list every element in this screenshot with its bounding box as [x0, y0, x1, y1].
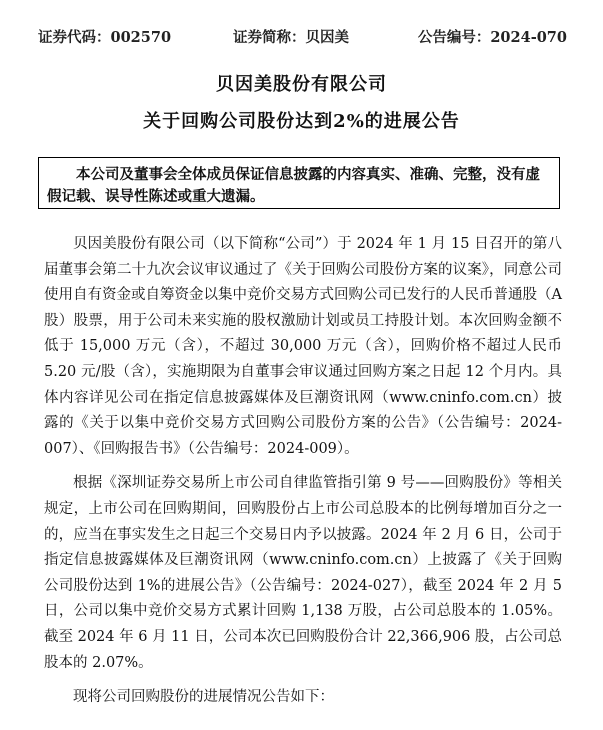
paragraph-1: 贝因美股份有限公司（以下简称“公司”）于 2024 年 1 月 15 日召开的第八届董事会第二十九次会议审议通过了《关于回购公司股份方案的议案》，同意公司使用自有资金或自筹资金以集中竞价交易方式回购公司已发行的人民币普通股（A 股）股票，用于公司未来实施的股权激励计划或员工持股计划。本次回购金额不低于 15,000 万元（含），不超过 30,000 万元（含），回购价格不超过人民币 5.20 元/股（含），实施期限为自董事会审议通过回购方案之日起 12 个月内。具体内容详见公司在指定信息披露媒体及巨潮资讯网（www.cninfo.com.cn）披露的《关于以集中竞价交易方式回购公司股份方案的公告》（公告编号：2024-007）、《回购报告书》（公告编号：2024-009）。: [44, 236, 562, 457]
notice-text: 本公司及董事会全体成员保证信息披露的内容真实、准确、完整，没有虚假记载、误导性陈述或重大遗漏。: [47, 166, 540, 205]
paragraph-2: 根据《深圳证券交易所上市公司自律监管指引第 9 号——回购股份》等相关规定，上市公司在回购期间，回购股份占上市公司总股本的比例每增加百分之一的，应当在事实发生之日起三个交易日内予以披露。2024 年 2 月 6 日，公司于指定信息披露媒体及巨潮资讯网（www.cninfo.com.cn）上披露了《关于回购公司股份达到 1%的进展公告》（公告编号：2024-027），截至 2024 年 2 月 5 日，公司以集中竞价交易方式累计回购 1,138 万股，占公司总股本的 1.05%。截至 2024 年 6 月 11 日，公司本次已回购股份合计 22,366,906 股，占公司总股本的 2.07%。: [44, 475, 562, 671]
document-header: [38, 26, 567, 50]
paragraph-3: 现将公司回购股份的进展情况公告如下：: [73, 689, 334, 706]
document-title: 关于回购公司股份达到2%的进展公告: [143, 111, 460, 132]
announcement-number: 公告编号：2024-070: [417, 29, 567, 46]
security-code: 证券代码：002570: [38, 29, 172, 46]
company-name: 贝因美股份有限公司: [216, 74, 387, 95]
board-guarantee-notice: [38, 157, 560, 209]
security-short-name: 证券简称：贝因美: [233, 29, 349, 46]
document-body: [44, 232, 562, 711]
